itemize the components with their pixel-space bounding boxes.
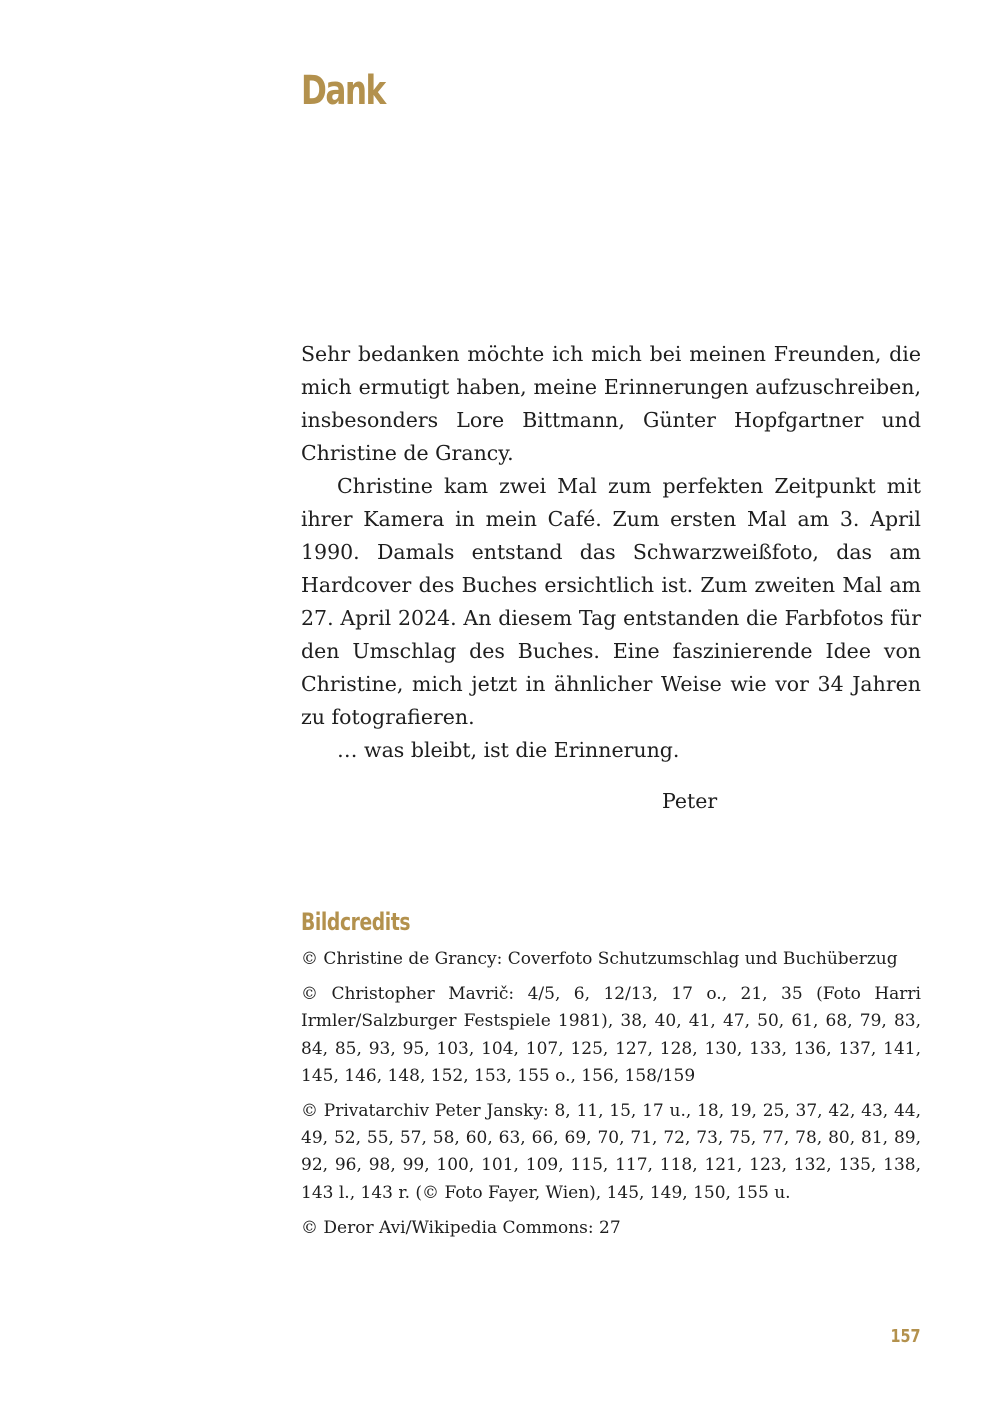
page-title: Dank xyxy=(301,68,385,114)
credit-entry: © Deror Avi/Wikipedia Commons: 27 xyxy=(301,1217,621,1238)
credits-heading: Bildcredits xyxy=(301,908,411,936)
paragraph-1: Sehr bedanken möchte ich mich bei meinen Freunden, die mich ermutigt haben, meine Erinnerungen aufzuschreiben, insbesonders Lore Bittmann, Günter Hopfgartner und Christine de Grancy. xyxy=(301,342,921,465)
page-number: 157 xyxy=(890,1326,921,1347)
paragraph-2: Christine kam zwei Mal zum perfekten Zeitpunkt mit ihrer Kamera in mein Café. Zum ersten Mal am 3. April 1990. Damals entstand das Schwarzweißfoto, das am Hardcover des Buches ersichtlich ist. Zum zweiten Mal am 27. April 2024. An diesem Tag entstanden die Farbfotos für den Umschlag des Buches. Eine faszinierende Idee von Christine, mich jetzt in ähnlicher Weise wie vor 34 Jahren zu fotografieren. xyxy=(301,474,921,729)
acknowledgement-text xyxy=(301,338,921,734)
credit-entry: © Christine de Grancy: Coverfoto Schutzumschlag und Buchüberzug xyxy=(301,949,898,969)
signature: Peter xyxy=(662,789,718,813)
credit-entry: © Privatarchiv Peter Jansky: 8, 11, 15, 17 u., 18, 19, 25, 37, 42, 43, 44, 49, 52, 55, 57, 58, 60, 63, 66, 69, 70, 71, 72, 73, 75, 77, 78, 80, 81, 89, 92, 96, 98, 99, 100, 101, 109, 115, 117, 118, 121, 123, 132, 135, 138, 143 l., 143 r. (© Foto Fayer, Wien), 145, 149, 150, 155 u. xyxy=(301,1101,921,1203)
picture-credits xyxy=(301,946,921,1250)
closing-line: … was bleibt, ist die Erinnerung. xyxy=(337,738,680,762)
credit-entry: © Christopher Mavrič: 4/5, 6, 12/13, 17 o., 21, 35 (Foto Harri Irmler/Salzburger Festspiele 1981), 38, 40, 41, 47, 50, 61, 68, 79, 83, 84, 85, 93, 95, 103, 104, 107, 125, 127, 128, 130, 133, 136, 137, 141, 145, 146, 148, 152, 153, 155 o., 156, 158/159 xyxy=(301,984,921,1086)
